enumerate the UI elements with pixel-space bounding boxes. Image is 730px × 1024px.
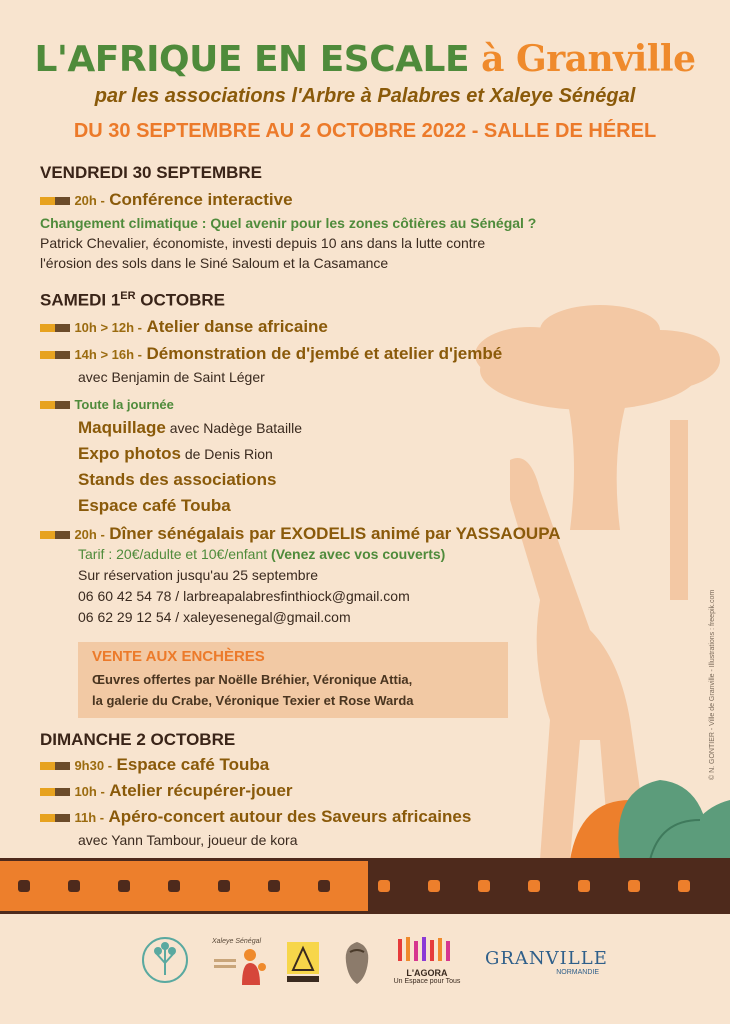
bullet-bar	[40, 197, 70, 205]
title-main: L'AFRIQUE EN ESCALE	[34, 39, 470, 80]
granville-sub: NORMANDIE	[556, 969, 599, 976]
event-title: Démonstration de d'jembé et atelier d'jembé	[146, 344, 503, 363]
concert-with: avec Yann Tambour, joueur de kora	[78, 832, 298, 848]
saturday-heading-sup: ER	[120, 290, 136, 302]
arbre-a-palabres-logo-icon	[140, 935, 190, 985]
poster-title	[0, 38, 730, 80]
event-title: Dîner sénégalais par EXODELIS animé par YASSAOUPA	[109, 524, 561, 543]
allday-item	[78, 496, 231, 516]
bullet-bar	[40, 531, 70, 539]
band-dot	[378, 880, 390, 892]
event-dates: DU 30 SEPTEMBRE AU 2 OCTOBRE 2022 - SALLE DE HÉREL	[73, 120, 657, 142]
title-city: à Granville	[481, 38, 696, 80]
dinner-tarif: Tarif : 20€/adulte et 10€/enfant	[78, 546, 268, 562]
event-time: 20h -	[74, 527, 105, 542]
event-time: 10h > 12h -	[74, 320, 143, 335]
le-solaire-logo-icon	[285, 940, 321, 986]
saturday-event-dance	[40, 317, 328, 337]
bullet-bar	[40, 814, 70, 822]
band-dot	[478, 880, 490, 892]
granville-logo	[485, 948, 608, 976]
allday-item-title: Expo photos	[78, 444, 181, 463]
allday-label: Toute la journée	[74, 397, 174, 412]
band-dot	[168, 880, 180, 892]
event-title: Espace café Touba	[116, 755, 270, 774]
band-brown	[368, 861, 730, 911]
band-dot	[218, 880, 230, 892]
auction-line-2: la galerie du Crabe, Véronique Texier et Rose Warda	[92, 693, 414, 708]
band-dot	[578, 880, 590, 892]
band-orange	[0, 861, 368, 911]
poster-subtitle: par les associations l'Arbre à Palabres et Xaleye Sénégal	[94, 85, 636, 107]
dinner-contact-2: 06 62 29 12 54 / xaleyesenegal@gmail.com	[78, 609, 351, 625]
granville-name: GRANVILLE	[485, 948, 608, 969]
allday-label-row	[40, 396, 174, 414]
agora-bars-icon	[392, 935, 462, 963]
saturday-heading	[40, 290, 225, 311]
band-dot	[68, 880, 80, 892]
agora-sub: Un Espace pour Tous	[393, 978, 461, 985]
dinner-tarif-row	[78, 546, 445, 564]
event-time: 20h -	[74, 193, 105, 208]
event-time: 14h > 16h -	[74, 347, 143, 362]
auction-line-1: Œuvres offertes par Noëlle Bréhier, Véronique Attia,	[92, 672, 413, 687]
event-title: Atelier danse africaine	[146, 317, 328, 336]
saturday-event-dinner	[40, 524, 561, 544]
allday-item	[78, 470, 276, 490]
auction-box	[78, 642, 508, 718]
agora-name: L'AGORA	[406, 968, 448, 978]
speaker-desc-1: Patrick Chevalier, économiste, investi depuis 10 ans dans la lutte contre	[40, 235, 486, 251]
event-title: Conférence interactive	[109, 190, 293, 209]
conference-topic: Changement climatique : Quel avenir pour les zones côtières au Sénégal ?	[40, 215, 537, 231]
djembe-with: avec Benjamin de Saint Léger	[78, 369, 265, 385]
band-dot	[528, 880, 540, 892]
sunday-heading: DIMANCHE 2 OCTOBRE	[40, 730, 236, 749]
allday-item-detail: avec Nadège Bataille	[165, 420, 303, 436]
bullet-bar	[40, 401, 70, 409]
illustration-credit: © N. GONTIER - Ville de Granville - Illustrations : freepik.com	[709, 589, 716, 780]
event-title: Apéro-concert autour des Saveurs africaines	[108, 807, 472, 826]
bullet-bar	[40, 351, 70, 359]
friday-heading: VENDREDI 30 SEPTEMBRE	[40, 163, 262, 182]
band-stripe-bottom	[0, 911, 730, 914]
agora-logo	[392, 935, 462, 985]
event-time: 10h -	[74, 784, 105, 799]
allday-item-detail: de Denis Rion	[180, 446, 273, 462]
bullet-bar	[40, 788, 70, 796]
event-time: 9h30 -	[74, 758, 113, 773]
saturday-event-djembe	[40, 344, 502, 364]
band-dot	[118, 880, 130, 892]
speaker-desc-2: l'érosion des sols dans le Siné Saloum et la Casamance	[40, 255, 389, 271]
xaleye-logo	[212, 938, 272, 990]
auction-heading: VENTE AUX ENCHÈRES	[92, 648, 265, 665]
band-dot	[678, 880, 690, 892]
bullet-bar	[40, 324, 70, 332]
band-dot	[628, 880, 640, 892]
band-dot	[18, 880, 30, 892]
sunday-event-cafe	[40, 755, 269, 775]
friday-event	[40, 190, 293, 210]
tropical-plants-illustration	[560, 760, 730, 860]
dinner-reservation: Sur réservation jusqu'au 25 septembre	[78, 567, 319, 583]
dinner-contact-1: 06 60 42 54 78 / larbreapalabresfinthiock@gmail.com	[78, 588, 410, 604]
allday-item-title: Maquillage	[78, 418, 166, 437]
event-time: 11h -	[74, 810, 105, 825]
saturday-heading-end: OCTOBRE	[135, 290, 225, 310]
allday-item	[78, 418, 302, 438]
band-dot	[428, 880, 440, 892]
xaleye-logo-text: Xaleye Sénégal	[212, 938, 262, 945]
band-dot	[268, 880, 280, 892]
portrait-sculpture-icon	[338, 938, 376, 988]
sunday-event-concert	[40, 807, 471, 827]
bullet-bar	[40, 762, 70, 770]
allday-item-title: Espace café Touba	[78, 496, 231, 515]
allday-item	[78, 444, 273, 464]
allday-item-title: Stands des associations	[78, 470, 277, 489]
xaleye-figures-icon	[212, 945, 272, 985]
event-title: Atelier récupérer-jouer	[109, 781, 293, 800]
sunday-event-atelier	[40, 781, 293, 801]
saturday-heading-text: SAMEDI 1	[40, 290, 121, 310]
dinner-note: (Venez avec vos couverts)	[267, 546, 446, 562]
band-dot	[318, 880, 330, 892]
